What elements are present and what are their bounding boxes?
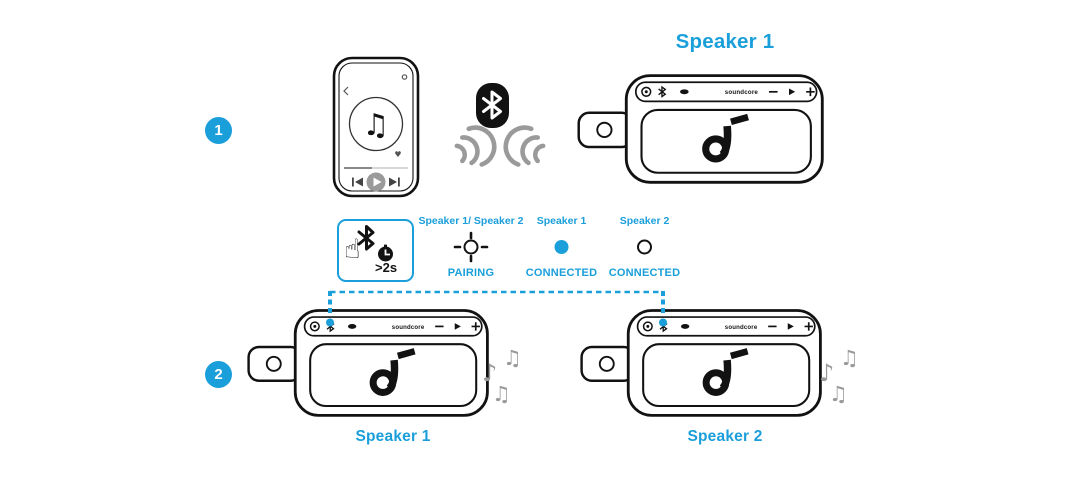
brand-wordmark: soundcore: [724, 89, 759, 97]
phone-illustration: [332, 56, 420, 198]
brand-wordmark: soundcore: [391, 324, 425, 331]
music-notes-icon: ♪: [482, 359, 498, 387]
speaker-illustration: [573, 68, 828, 188]
indicator-speaker2-status: CONNECTED: [608, 267, 681, 279]
indicator-pairing: [412, 215, 530, 280]
speaker-1-bottom-label: Speaker 1: [355, 428, 431, 445]
music-notes-icon: ♫: [503, 346, 522, 370]
speaker-1-top-illustration: [573, 68, 828, 188]
bluetooth-press-instruction-box: [337, 219, 414, 282]
indicator-speaker1-status: CONNECTED: [525, 267, 598, 279]
strap-hole: [600, 357, 614, 371]
bass-button: [348, 324, 356, 329]
smartphone-music-player-illustration: [332, 56, 420, 198]
indicator-speaker2-label: Speaker 2: [619, 215, 670, 227]
indicator-pairing-label: Speaker 1/ Speaker 2: [418, 215, 524, 227]
strap-hole: [267, 357, 281, 371]
music-notes-icon: ♫: [840, 346, 859, 370]
bluetooth-broadcast-icon: [445, 80, 555, 172]
music-notes-icon: ♪: [819, 359, 835, 387]
bass-button: [681, 324, 689, 329]
indicator-speaker1-label: Speaker 1: [536, 215, 587, 227]
speaker-2-bottom-label: Speaker 2: [687, 428, 763, 445]
speaker-2-bottom-illustration: [576, 303, 826, 421]
bluetooth-icon: [359, 227, 373, 250]
music-notes-icon: ♫: [829, 382, 848, 406]
heart-icon: ♥: [394, 150, 402, 159]
step-2-badge: 2: [205, 361, 232, 388]
indicator-speaker2: [602, 215, 687, 280]
press-hand-icon: ☝: [344, 234, 361, 265]
previous-track-icon: [352, 178, 354, 187]
speaker-1-top-title: Speaker 1: [675, 30, 775, 53]
speaker-illustration: [576, 303, 826, 421]
press-duration-label: >2s: [375, 260, 398, 275]
led-blinking-icon: [412, 228, 530, 266]
music-notes-icon: ♫: [492, 382, 511, 406]
music-note-icon: ♫: [362, 108, 390, 143]
brand-wordmark: soundcore: [724, 324, 758, 331]
strap-hole: [597, 123, 611, 137]
speaker-illustration: [243, 303, 493, 421]
led-solid-white-icon: [602, 228, 687, 266]
led-solid-blue-icon: [519, 228, 604, 266]
clock-icon: [378, 245, 393, 262]
indicator-speaker1: [519, 215, 604, 280]
indicator-pairing-status: PAIRING: [447, 267, 495, 279]
bass-button: [680, 89, 689, 94]
step-1-badge: 1: [205, 117, 232, 144]
sound-waves-right-icon: [500, 122, 547, 170]
sound-waves-left-icon: [453, 122, 500, 170]
speaker-1-bottom-illustration: [243, 303, 493, 421]
